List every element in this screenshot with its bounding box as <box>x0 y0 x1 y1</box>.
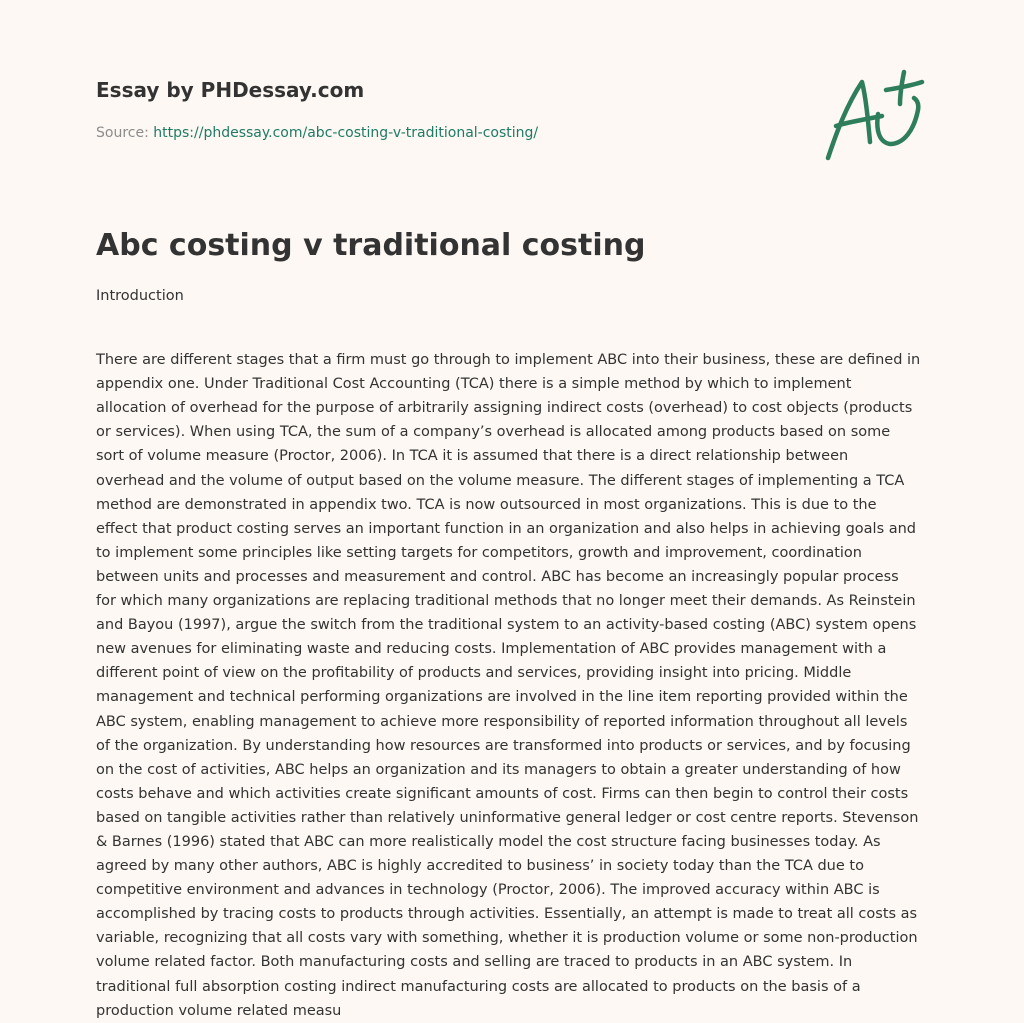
body-line: costs behave and which activities create significant amounts of cost. Firms can then begin to control their costs <box>96 785 909 802</box>
body-line: different point of view on the profitability of products and services, providing insight into pricing. Middle <box>96 665 852 682</box>
body-line: management and technical performing organizations are involved in the line item reporting provided within the <box>96 689 908 706</box>
body-line: agreed by many other authors, ABC is highly accredited to business’ in society today than the TCA due to <box>96 858 864 875</box>
section-heading: Introduction <box>96 288 184 304</box>
site-brand: Essay by PHDessay.com <box>96 78 365 102</box>
body-line: competitive environment and advances in technology (Proctor, 2006). The improved accuracy within ABC is <box>96 882 880 899</box>
body-line: traditional full absorption costing indirect manufacturing costs are allocated to products on the basis of a <box>96 978 861 995</box>
body-line: of the organization. By understanding how resources are transformed into products or services, and by focusing <box>96 737 911 754</box>
body-line: volume related factor. Both manufacturing costs and selling are traced to products in an ABC system. In <box>96 954 853 971</box>
body-line: appendix one. Under Traditional Cost Accounting (TCA) there is a simple method by which to implement <box>96 376 852 393</box>
body-line: variable, recognizing that all costs vary with something, whether it is production volume or some non-production <box>96 930 918 947</box>
body-line: method are demonstrated in appendix two. TCA is now outsourced in most organizations. This is due to the <box>96 496 877 513</box>
body-line: overhead and the volume of output based on the volume measure. The different stages of implementing a TCA <box>96 472 905 489</box>
body-line: or services). When using TCA, the sum of a company’s overhead is allocated among products based on some <box>96 424 891 441</box>
body-line: ABC system, enabling management to achieve more responsibility of reported information throughout all levels <box>96 713 908 730</box>
body-line: to implement some principles like setting targets for competitors, growth and improvement, coordination <box>96 544 862 561</box>
article-title: Abc costing v traditional costing <box>96 228 646 263</box>
a-plus-grade-icon <box>822 68 932 164</box>
body-line: production volume related measu <box>96 1002 342 1019</box>
body-line: and Bayou (1997), argue the switch from the traditional system to an activity-based costing (ABC) system opens <box>96 617 917 634</box>
source-line <box>96 123 538 143</box>
source-link[interactable]: https://phdessay.com/abc-costing-v-traditional-costing/ <box>153 125 539 141</box>
body-line: There are different stages that a firm must go through to implement ABC into their business, these are defined in <box>96 352 921 369</box>
body-line: for which many organizations are replacing traditional methods that no longer meet their demands. As Reinstein <box>96 593 916 610</box>
body-line: & Barnes (1996) stated that ABC can more realistically model the cost structure facing businesses today. As <box>96 833 881 850</box>
body-line: new avenues for eliminating waste and reducing costs. Implementation of ABC provides management with a <box>96 641 887 658</box>
body-line: allocation of overhead for the purpose of arbitrarily assigning indirect costs (overhead) to cost objects (products <box>96 400 913 417</box>
article-body <box>96 324 928 1023</box>
body-line: accomplished by tracing costs to products through activities. Essentially, an attempt is made to treat all costs as <box>96 906 918 923</box>
body-line: on the cost of activities, ABC helps an organization and its managers to obtain a greater understanding of how <box>96 761 901 778</box>
body-line: effect that product costing serves an important function in an organization and also helps in achieving goals and <box>96 520 917 537</box>
body-line: between units and processes and measurement and control. ABC has become an increasingly popular process <box>96 568 899 585</box>
body-line: sort of volume measure (Proctor, 2006). In TCA it is assumed that there is a direct relationship between <box>96 448 849 465</box>
source-label: Source: <box>96 125 149 141</box>
body-line: based on tangible activities rather than relatively uninformative general ledger or cost centre reports. Stevenson <box>96 809 919 826</box>
